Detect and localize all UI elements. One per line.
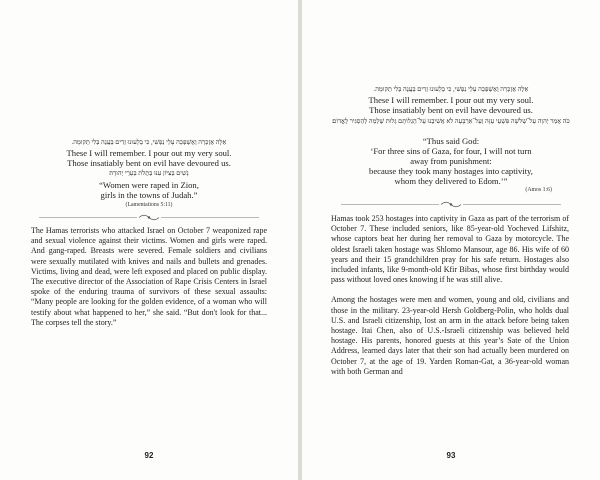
paragraph: Among the hostages were men and women, young and old, civilians and those in the military. 23-year-old Hersh Goldberg-Polin, who holds dual U.S. and Israeli citizenship, lost an arm in the attack before being taken hostage. Itai Chen, also of U.S.-Israeli citizenship was believed held hostage. His parents, honored guests at this year’s Sate of the Union Address, learned days later that their son had actually been murdered on October 7, at the age of 19. Yarden Roman-Gat, a 36-year-old woman with both German and [331,295,569,376]
verse-women [30,180,268,200]
body-text [31,226,267,334]
left-page [0,0,298,480]
right-page [302,0,600,480]
verse-line: “Women were raped in Zion, [99,180,199,190]
body-text [331,214,569,383]
verse-line: ‘For three sins of Gaza, for four, I will not turn [370,146,532,156]
verse-remember [30,148,268,168]
verse-thus-said-god [332,136,570,186]
hebrew-verse-lamentations-3: אֵלֶּה אֶזְכְּרָה וְאֶשְׁפְּכָה עָלַי נַפְשִׁי, כִּי בְלָעוּנוּ זֵדִים בְּעֲנֶה בְּלִי תְקוּמָה. [373,86,529,93]
citation: (Lamentations 5:11) [125,202,173,208]
ornament-divider-icon [39,213,259,222]
page-number: 92 [144,451,154,460]
verse-line: Those insatiably bent on evil have devoured us. [67,158,231,168]
verse-line: “Thus said God: [422,136,480,146]
section-ornament [0,213,298,222]
hebrew-verse-lamentations-3: אֵלֶּה אֶזְכְּרָה וְאֶשְׁפְּכָה עָלַי נַפְשִׁי, כִּי בְלָעוּנוּ זֵדִים בְּעֲנֶה בְּלִי תְקוּמָה. [71,139,227,146]
verse-line: whom they delivered to Edom.’” [394,176,508,186]
verse-line: because they took many hostages into captivity, [369,166,533,176]
verse-line: girls in the towns of Judah.” [100,190,198,200]
hebrew-verse-lamentations-5: נָשִׁים בְּצִיּוֹן עִנּוּ בְּתֻלֹת בְּעָרֵי יְהוּדָה׃ [109,170,189,177]
section-ornament [302,200,600,209]
verse-line: Those insatiably bent on evil have devoured us. [369,105,533,115]
hebrew-verse-amos: כֹּה אָמַר יְהוָה עַל־שְׁלֹשָׁה פִּשְׁעֵי עַזָּה וְעַל־אַרְבָּעָה לֹא אֲשִׁיבֶנּוּ עַל־הַגְלוֹתָם גָּלוּת שְׁלֵמָה לְהַסְגִּיר לֶאֱדוֹם׃ [332,118,570,125]
page-number: 93 [446,451,456,460]
paragraph: The Hamas terrorists who attacked Israel on October 7 weaponized rape and sexual violence against their victims. Women and girls were raped. And gang-raped. Breasts were severed. Female soldiers and civilians were sexually mutilated with knives and nails and bullets and grenades. Victims, living and dead, were left exposed and placed on public display. The executive director of the Association of Rape Crisis Centers in Israel spoke of the enduring trauma of survivors of these sexual assaults: “Many people are looking for the golden evidence, of a woman who will testify about what happened to her,” she said. “But don't look for that... The corpses tell the story.” [31,226,267,327]
paragraph: Hamas took 253 hostages into captivity in Gaza as part of the terrorism of October 7. These included seniors, like 85-year-old Yocheved Lifshitz, whose captors beat her during her removal to Gaza by motorcycle. The oldest Israeli taken hostage was Shlomo Mansour, age 86. His wife of 60 years and their 15 grandchildren pray for his safe return. Hostages also included infants, like 9-month-old Kfir Bibas, whose first birthday would pass without loved ones knowing if he was still alive. [331,214,569,285]
verse-line: away from punishment: [410,156,492,166]
citation: (Amos 1:6) [525,187,552,193]
verse-line: These I will remember. I pour out my very soul. [66,148,232,158]
ornament-divider-icon [341,200,561,209]
verse-remember [332,95,570,115]
verse-line: These I will remember. I pour out my very soul. [368,95,534,105]
